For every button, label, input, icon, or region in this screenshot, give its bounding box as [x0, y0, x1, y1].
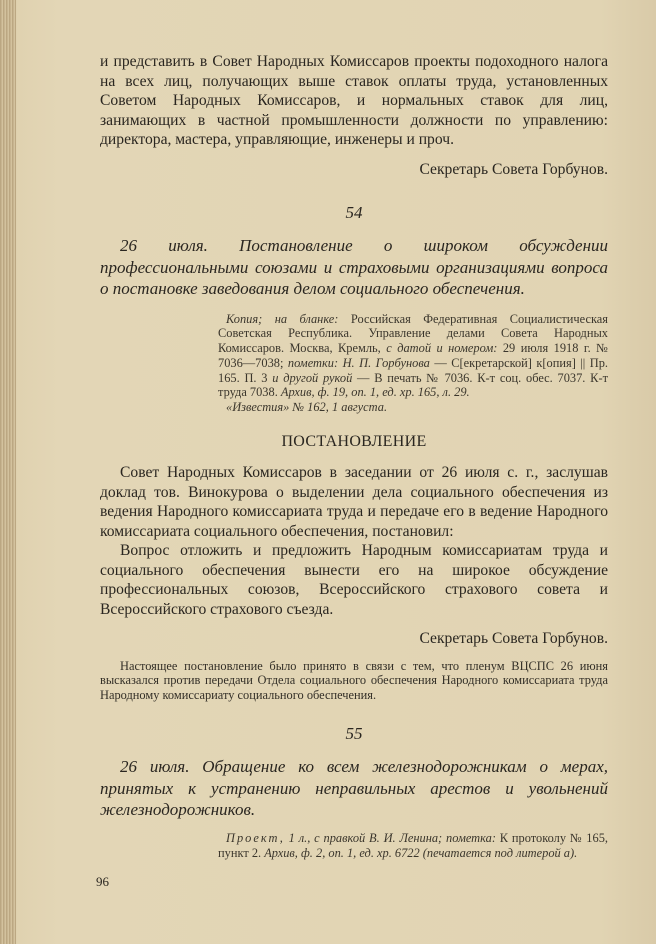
archival-source: Копия; на бланке: Российская Федеративная Социалистическая Советская Республика. Управление делами Совета Народных Комиссаров. Москва, Кремль, с датой и номером: 29 июля 1918 г. № 7036—7038; пометки: Н. П. Горбунова — С[екретарской] к[опия] || Пр. 165. П. 3 и другой рукой — В печать № 7036. К-т соц. обес. 7037. К-т труда 7038. Архив, ф. 19, оп. 1, ед. хр. 165, л. 29. [218, 311, 609, 400]
page-number: 96 [96, 874, 109, 889]
paragraph: Совет Народных Комиссаров в заседании от 26 июля с. г., заслушав доклад тов. Винокурова о выделении дела социального обеспечения из ведения Народного комиссариата труда и передаче его в ведение Народного комиссариата социального обеспечения, постановил: [100, 464, 608, 540]
document-title: 26 июля. Обращение ко всем железнодорожникам о мерах, принятых к устранению неправильных арестов и увольнений железнодорожников. [100, 757, 608, 820]
signature: Секретарь Совета Горбунов. [419, 160, 608, 178]
document-number: 55 [345, 724, 363, 744]
continued-text: и представить в Совет Народных Комиссаров проекты подоходного налога на всех лиц, получающих выше ставок оплаты труда, установленных Советом Народных Комиссаров, и нормальных ставок для лиц, занимающих в частной промышленности должности по управлению: директора, мастера, управляющие, инженеры и проч. [100, 53, 608, 148]
signature: Секретарь Совета Горбунов. [419, 630, 608, 648]
section-heading: ПОСТАНОВЛЕНИЕ [281, 433, 427, 451]
document-number: 54 [345, 203, 363, 222]
paragraph: Вопрос отложить и предложить Народным комиссариатам труда и социального обеспечения вынести его на широкое обсуждение профессиональных союзов, Всероссийского страхового совета и Всероссийского страхового съезда. [100, 542, 608, 618]
page-edge-stack [0, 0, 16, 944]
page-content [100, 52, 608, 860]
document-title: 26 июля. Постановление о широком обсуждении профессиональными союзами и страховыми организациями вопроса о постановке заведования делом социального обеспечения. [100, 236, 608, 298]
archival-source: Проект, 1 л., с правкой В. И. Ленина; пометка: К протоколу № 165, пункт 2. Архив, ф. 2, оп. 1, ед. хр. 6722 (печатается под литерой а). [218, 830, 608, 860]
editorial-note: Настоящее постановление было принято в связи с тем, что пленум ВЦСПС 26 июня высказался против передачи Отдела социального обеспечения Народного комиссариата труда Народному комиссариату социального обеспечения. [100, 658, 608, 702]
publication-reference: «Известия» № 162, 1 августа. [226, 400, 388, 415]
